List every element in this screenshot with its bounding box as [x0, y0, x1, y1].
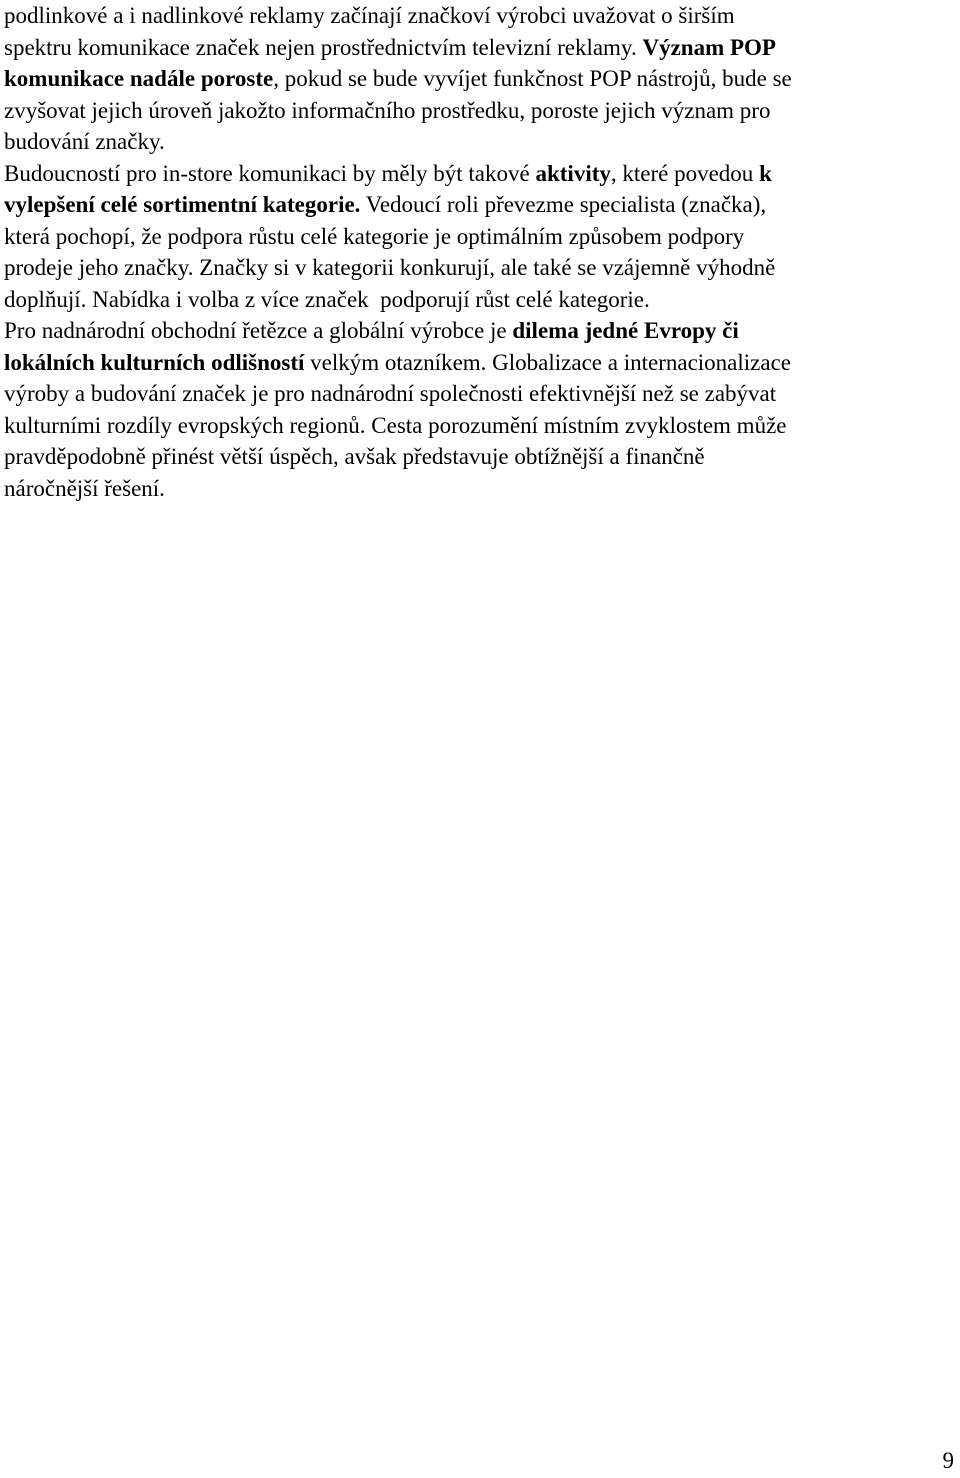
text-line	[4, 63, 956, 95]
bold-text-run: aktivity	[535, 160, 611, 186]
text-run: doplňují. Nabídka i volba z více značek podporují růst celé kategorie.	[4, 286, 650, 312]
bold-text-run: komunikace nadále poroste	[4, 66, 274, 91]
bold-text-run: vylepšení celé sortimentní kategorie.	[4, 192, 361, 217]
text-run: zvyšovat jejich úroveň jakožto informačního prostředku, poroste jejich význam pro	[4, 97, 771, 123]
text-run: Vedoucí roli převezme specialista (značka),	[360, 192, 767, 217]
text-line	[4, 347, 956, 379]
document-page	[4, 0, 956, 504]
text-run: kulturními rozdíly evropských regionů. Cesta porozumění místním zvyklostem může	[4, 412, 787, 438]
bold-text-run: dilema jedné Evropy či	[512, 318, 739, 343]
text-run: podlinkové a i nadlinkové reklamy začínají značkoví výrobci uvažovat o širším	[4, 3, 735, 28]
text-run: , pokud se bude vyvíjet funkčnost POP nástrojů, bude se	[273, 66, 792, 91]
text-line	[4, 126, 956, 158]
text-line	[4, 95, 956, 127]
paragraph-pop-communication	[4, 0, 956, 158]
text-line	[4, 189, 956, 221]
text-run: Pro nadnárodní obchodní řetězce a globální výrobce je	[4, 318, 513, 343]
text-run: spektru komunikace značek nejen prostřednictvím televizní reklamy.	[4, 34, 643, 60]
text-line	[4, 252, 956, 284]
text-line	[4, 441, 956, 473]
bold-text-run: lokálních kulturních odlišností	[4, 349, 305, 375]
text-line	[4, 315, 956, 347]
text-run: která pochopí, že podpora růstu celé kategorie je optimálním způsobem podpory	[4, 223, 745, 249]
text-line	[4, 410, 956, 442]
paragraph-europe-dilemma	[4, 315, 956, 504]
text-run: výroby a budování značek je pro nadnárodní společnosti efektivnější než se zabývat	[4, 381, 777, 406]
text-line	[4, 32, 956, 64]
text-run: budování značky.	[4, 129, 165, 154]
text-run: náročnější řešení.	[4, 475, 165, 501]
text-line	[4, 284, 956, 316]
text-run: prodeje jeho značky. Značky si v kategorii konkurují, ale také se vzájemně výhodně	[4, 255, 776, 280]
paragraph-in-store-future	[4, 158, 956, 316]
text-run: velkým otazníkem. Globalizace a internacionalizace	[304, 349, 791, 375]
bold-text-run: k	[759, 160, 772, 186]
bold-text-run: Význam POP	[642, 34, 776, 60]
text-line	[4, 158, 956, 190]
text-run: Budoucností pro in-store komunikaci by měly být takové	[4, 160, 536, 186]
text-run: pravděpodobně přinést větší úspěch, avšak představuje obtížnější a finančně	[4, 444, 705, 469]
page-number: 9	[942, 1448, 954, 1473]
text-line	[4, 221, 956, 253]
text-line	[4, 0, 956, 32]
text-run: , které povedou	[610, 160, 760, 186]
text-line	[4, 473, 956, 505]
text-line	[4, 378, 956, 410]
